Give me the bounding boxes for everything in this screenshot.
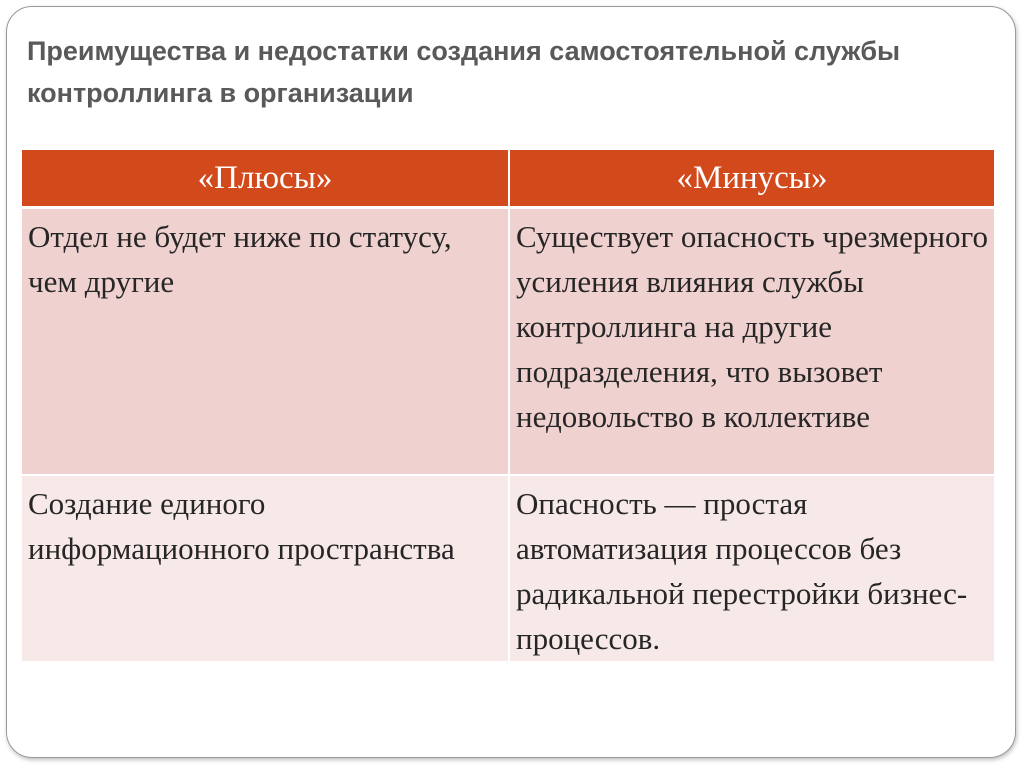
table-header-row — [22, 150, 994, 208]
cons-cell: Существует опасность чрезмерного усиления влияния службы контроллинга на другие подразделения, что вызовет недовольство в коллективе — [509, 208, 994, 476]
cons-cell: Опасность — простая автоматизация процессов без радикальной перестройки бизнес-процессов. — [509, 475, 994, 662]
pros-cell: Отдел не будет ниже по статусу, чем другие — [22, 208, 509, 476]
slide-title: Преимущества и недостатки создания самостоятельной службы контроллинга в организации — [27, 36, 901, 108]
pros-cons-table — [22, 150, 994, 663]
pros-cell: Создание единого информационного пространства — [22, 475, 509, 662]
header-pros: «Плюсы» — [22, 150, 509, 208]
table-row — [22, 208, 994, 476]
header-cons: «Минусы» — [509, 150, 994, 208]
table-row — [22, 475, 994, 662]
